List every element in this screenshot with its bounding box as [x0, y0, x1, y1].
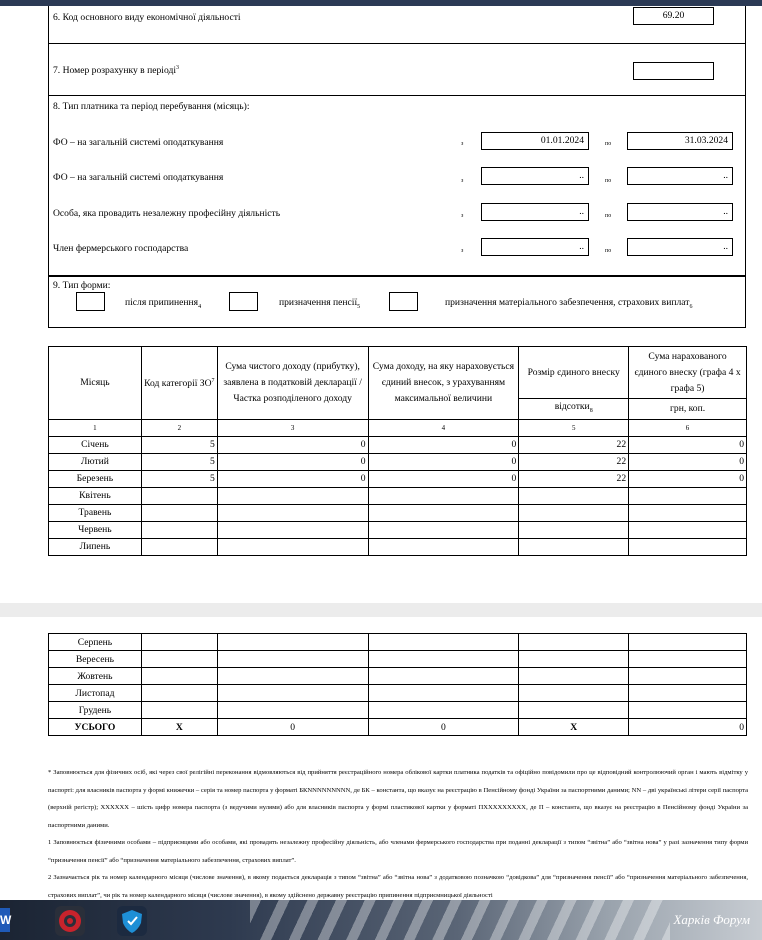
income-cell: 0: [217, 436, 368, 453]
form-type-insurance-label: призначення матеріального забезпечення, страхових виплат$_6$: [445, 297, 693, 310]
column-index-row: [49, 419, 747, 436]
page-gap: [0, 603, 762, 617]
footnote: 2 Зазначається рік та номер календарного місяця (числове значення), в якому подається декларація з типом “звітна” або “звітна нова” з додатковою позначкою “довідкова” для “призначення пенсії” або “призначення матеріального забезпечення, страхових виплат”, чи рік та номер календарного місяця (числове значення), в якому здійснено державну реєстрацію припинення підприємницької діяльності: [48, 874, 748, 899]
month-cell: Листопад: [49, 685, 142, 702]
amount-cell: [629, 634, 747, 651]
footnote: 1 Заповнюється фізичними особами – підприємцями або особами, які провадять незалежну професійну діяльність, або членами фермерського господарства при поданні декларації з типом “звітна” або “звітна нова” у разі зазначення типу форми “призначення пенсії” або “призначення матеріального забезпечення, страхових виплат”.: [48, 839, 748, 864]
payer-type-label-2: ФО – на загальній системі оподаткування: [53, 172, 224, 183]
payer-type-label-3: Особа, яка провадить незалежну професійну діяльність: [53, 208, 281, 219]
to-mark: по: [605, 141, 612, 147]
base-cell: [368, 521, 519, 538]
word-app-icon[interactable]: W: [0, 908, 10, 932]
amount-cell: [629, 668, 747, 685]
amount-cell: 0: [629, 470, 747, 487]
rate-cell: 22: [519, 453, 629, 470]
period-to-field-1[interactable]: 31.03.2024: [627, 132, 733, 150]
to-mark: по: [605, 248, 612, 254]
section-9: [48, 276, 746, 328]
form-type-termination-label: після припинення$_4$: [125, 297, 202, 310]
column-index: 2: [141, 419, 217, 436]
category-cell: [141, 651, 217, 668]
economic-activity-code-field[interactable]: 69.20: [633, 7, 714, 25]
section-7-label: 7. Номер розрахунку в періоді$^3$: [53, 65, 180, 77]
base-cell: [368, 651, 519, 668]
period-from-field-4[interactable]: ..: [481, 238, 589, 256]
category-cell: 5: [141, 453, 217, 470]
amount-cell: 0: [629, 436, 747, 453]
section-7: [48, 44, 746, 96]
document-page-1: [0, 6, 762, 603]
category-cell: [141, 668, 217, 685]
income-cell: [217, 668, 368, 685]
rate-cell: [519, 651, 629, 668]
category-cell: 5: [141, 470, 217, 487]
month-cell: Лютий: [49, 453, 142, 470]
rate-cell: [519, 702, 629, 719]
header-category: Код категорії $ЗО^7$: [141, 347, 217, 420]
income-cell: [217, 651, 368, 668]
header-rate: Розмір єдиного внеску: [519, 347, 629, 399]
income-cell: [217, 634, 368, 651]
table-row: [49, 470, 747, 487]
column-index: 1: [49, 419, 142, 436]
column-index: 5: [519, 419, 629, 436]
from-mark: з: [461, 213, 464, 219]
section-8: [48, 96, 746, 276]
footnote: * Заповнюється для фізичних осіб, які через свої релігійні переконання відмовляються від прийняття реєстраційного номера облікової картки платника податків та офіційно повідомили про це відповідний контролюючий орган і мають відмітку у паспорті: для власників паспорта у формі книжечки – серія та номер паспорта у форматі БКNNNNNNNNN, де БК – константа, що вказує на реєстрацію в Пенсійному фонді України за паспортними даними; NN – дві українські літери серії паспорта (верхній регістр); XXXXXX – шість цифр номера паспорта (з ведучими нулями) або для власників паспорта у формі пластикової картки у форматі ПXXXXXXXXX, де П – константа, що вказує на реєстрацію в Пенсійному фонді України за паспортними даними.: [48, 769, 748, 829]
amount-cell: [629, 504, 747, 521]
rate-cell: [519, 521, 629, 538]
form-type-checkbox-insurance[interactable]: [389, 292, 418, 311]
month-cell: Березень: [49, 470, 142, 487]
period-from-field-1[interactable]: 01.01.2024: [481, 132, 589, 150]
total-row: [49, 719, 747, 736]
period-to-field-3[interactable]: ..: [627, 203, 733, 221]
base-cell: 0: [368, 470, 519, 487]
table-row: [49, 634, 747, 651]
month-cell: Червень: [49, 521, 142, 538]
rate-cell: [519, 487, 629, 504]
base-cell: [368, 487, 519, 504]
column-index: 6: [629, 419, 747, 436]
total-amount: 0: [629, 719, 747, 736]
forum-watermark: Харків Форум: [673, 912, 750, 927]
income-cell: [217, 702, 368, 719]
base-cell: [368, 634, 519, 651]
period-from-field-2[interactable]: ..: [481, 167, 589, 185]
category-cell: [141, 487, 217, 504]
taskbar: [0, 900, 762, 940]
total-category: Х: [141, 719, 217, 736]
period-from-field-3[interactable]: ..: [481, 203, 589, 221]
table-row: [49, 651, 747, 668]
header-net-income: Сума чистого доходу (прибутку), заявлена в податковій декларації / Частка розподіленого доходу: [217, 347, 368, 420]
month-cell: Квітень: [49, 487, 142, 504]
total-rate: Х: [519, 719, 629, 736]
to-mark: по: [605, 178, 612, 184]
section-9-label: 9. Тип форми:: [53, 280, 111, 291]
from-mark: з: [461, 141, 464, 147]
category-cell: [141, 702, 217, 719]
category-cell: [141, 685, 217, 702]
amount-cell: [629, 685, 747, 702]
income-cell: [217, 521, 368, 538]
period-to-field-4[interactable]: ..: [627, 238, 733, 256]
month-cell: Січень: [49, 436, 142, 453]
category-cell: [141, 538, 217, 555]
month-cell: Липень: [49, 538, 142, 555]
footnotes: [48, 764, 748, 904]
section-6: [48, 6, 746, 44]
shield-app-icon[interactable]: [117, 906, 147, 936]
income-cell: 0: [217, 470, 368, 487]
month-cell: Вересень: [49, 651, 142, 668]
base-cell: 0: [368, 453, 519, 470]
payer-type-label-4: Член фермерського господарства: [53, 243, 189, 254]
month-cell: Жовтень: [49, 668, 142, 685]
calculation-number-field[interactable]: [633, 62, 714, 80]
base-cell: [368, 685, 519, 702]
income-cell: [217, 487, 368, 504]
month-cell: Грудень: [49, 702, 142, 719]
rate-cell: [519, 685, 629, 702]
category-cell: [141, 634, 217, 651]
total-label: УСЬОГО: [49, 719, 142, 736]
form-type-checkbox-termination[interactable]: [76, 292, 105, 311]
rate-cell: 22: [519, 470, 629, 487]
form-type-pension-label: призначення пенсії$_5$: [279, 297, 361, 310]
payer-type-label-1: ФО – на загальній системі оподаткування: [53, 137, 224, 148]
income-cell: [217, 685, 368, 702]
header-rate-unit: відсотки$_8$: [519, 399, 629, 420]
contribution-table: [48, 346, 747, 556]
total-base: 0: [368, 719, 519, 736]
column-index: 3: [217, 419, 368, 436]
from-mark: з: [461, 178, 464, 184]
amount-cell: [629, 521, 747, 538]
rate-cell: [519, 504, 629, 521]
category-cell: 5: [141, 436, 217, 453]
amount-cell: 0: [629, 453, 747, 470]
table-header-row: [49, 347, 747, 399]
amount-cell: [629, 487, 747, 504]
from-mark: з: [461, 248, 464, 254]
header-amount: Сума нарахованого єдиного внеску (графа 4 х графа 5): [629, 347, 747, 399]
table-row: [49, 668, 747, 685]
wallpaper-stripes: [250, 900, 670, 940]
section-6-label: 6. Код основного виду економічної діяльності: [53, 12, 241, 23]
rate-cell: 22: [519, 436, 629, 453]
table-row: [49, 504, 747, 521]
table-row: [49, 538, 747, 555]
rate-cell: [519, 538, 629, 555]
table-row: [49, 702, 747, 719]
base-cell: 0: [368, 436, 519, 453]
income-cell: 0: [217, 453, 368, 470]
rate-cell: [519, 634, 629, 651]
base-cell: [368, 538, 519, 555]
base-cell: [368, 702, 519, 719]
category-cell: [141, 504, 217, 521]
rate-cell: [519, 668, 629, 685]
table-row: [49, 685, 747, 702]
table-row: [49, 453, 747, 470]
period-to-field-2[interactable]: ..: [627, 167, 733, 185]
antivirus-app-icon[interactable]: [55, 906, 85, 936]
category-cell: [141, 521, 217, 538]
column-index: 4: [368, 419, 519, 436]
header-income-base: Сума доходу, на яку нараховується єдиний внесок, з урахуванням максимальної величини: [368, 347, 519, 420]
table-row: [49, 436, 747, 453]
amount-cell: [629, 538, 747, 555]
table-row: [49, 521, 747, 538]
month-cell: Травень: [49, 504, 142, 521]
amount-cell: [629, 651, 747, 668]
form-type-checkbox-pension[interactable]: [229, 292, 258, 311]
base-cell: [368, 504, 519, 521]
amount-cell: [629, 702, 747, 719]
header-amount-unit: грн, коп.: [629, 399, 747, 420]
table-row: [49, 487, 747, 504]
income-cell: [217, 504, 368, 521]
base-cell: [368, 668, 519, 685]
contribution-table-continued: [48, 633, 747, 736]
total-income: 0: [217, 719, 368, 736]
income-cell: [217, 538, 368, 555]
month-cell: Серпень: [49, 634, 142, 651]
to-mark: по: [605, 213, 612, 219]
section-8-label: 8. Тип платника та період перебування (місяць):: [53, 101, 250, 112]
header-month: Місяць: [49, 347, 142, 420]
